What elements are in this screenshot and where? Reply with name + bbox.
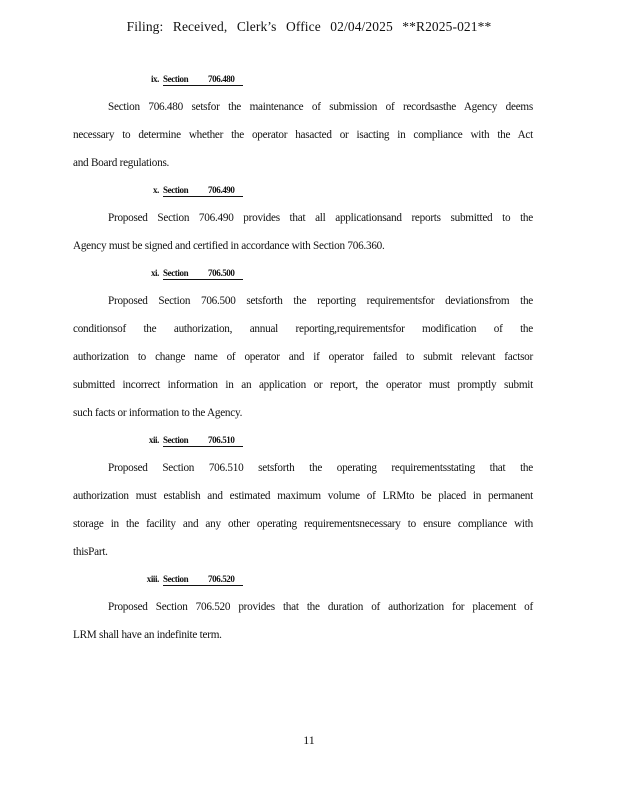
paragraph-line: authorization to change name of operator and if operator failed to submit relevant factsor (73, 350, 533, 363)
paragraph-line: Proposed Section 706.510 setsforth the operating requirementsstating that the (108, 462, 533, 474)
section-title: Section 706.520 (163, 574, 243, 586)
section-number: xiii. (146, 574, 159, 584)
section-number: x. (153, 185, 159, 195)
section-title: Section 706.510 (163, 435, 243, 447)
paragraph-line: Proposed Section 706.490 provides that all applicationsand reports submitted to the (108, 212, 533, 224)
paragraph-section-706-500 (73, 288, 533, 428)
paragraph-section-706-480 (73, 94, 533, 178)
paragraph-line: conditionsof the authorization, annual reporting,requirementsfor modification of the (73, 322, 533, 335)
section-heading-ix (137, 74, 243, 86)
filing-stamp-header: Filing: Received, Clerk’s Office 02/04/2025 **R2025-021** (126, 19, 492, 34)
paragraph-section-706-510 (73, 455, 533, 567)
section-title: Section 706.500 (163, 268, 243, 280)
paragraph-line: Section 706.480 setsfor the maintenance of submission of recordsasthe Agency deems (108, 101, 533, 113)
paragraph-section-706-490 (73, 205, 533, 261)
paragraph-line: LRM shall have an indefinite term. (73, 628, 222, 641)
section-heading-xii (137, 435, 243, 447)
section-heading-x (137, 185, 243, 197)
paragraph-line: and Board regulations. (73, 156, 170, 169)
paragraph-line: authorization must establish and estimated maximum volume of LRMto be placed in permanent (73, 489, 533, 502)
paragraph-line: Agency must be signed and certified in accordance with Section 706.360. (73, 239, 385, 252)
paragraph-line: submitted incorrect information in an application or report, the operator must promptly submit (73, 378, 533, 391)
paragraph-line: necessary to determine whether the operator hasacted or isacting in compliance with the Act (73, 128, 533, 141)
section-heading-xi (137, 268, 243, 280)
section-number: xi. (150, 268, 159, 278)
paragraph-line: Proposed Section 706.500 setsforth the reporting requirementsfor deviationsfrom the (108, 295, 533, 307)
section-title: Section 706.490 (163, 185, 243, 197)
page-number: 11 (303, 733, 315, 747)
section-title: Section 706.480 (163, 74, 243, 86)
section-number: ix. (150, 74, 159, 84)
paragraph-line: thisPart. (73, 545, 108, 558)
paragraph-line: Proposed Section 706.520 provides that the duration of authorization for placement of (108, 601, 533, 613)
section-number: xii. (148, 435, 159, 445)
paragraph-line: storage in the facility and any other operating requirementsnecessary to ensure compliance with (73, 517, 533, 530)
paragraph-section-706-520 (73, 594, 533, 650)
paragraph-line: such facts or information to the Agency. (73, 406, 243, 419)
section-heading-xiii (137, 574, 243, 586)
